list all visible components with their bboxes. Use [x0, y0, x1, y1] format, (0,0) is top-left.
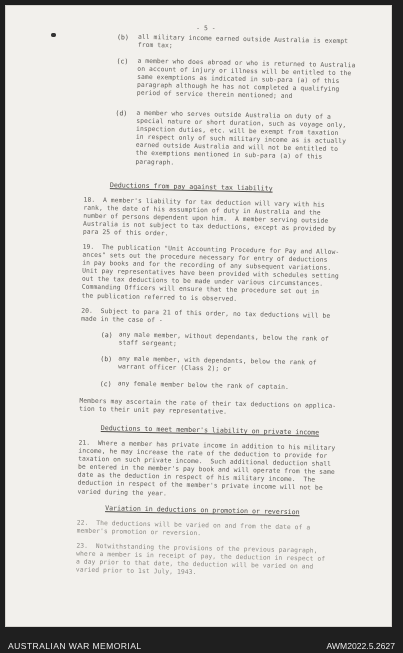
item-c-label: (c): [116, 57, 129, 66]
heading-variation: Variation in deductions on promotion or reversion: [105, 504, 300, 517]
item-d-text: a member who serves outside Australia on duty of a special nature or short duration, such as voyage only, inspection duties, etc. will be exempt from taxation in respect only of such military income as is actually earned outside Australia and will not be entitled to the exemptions mentioned in sub-para (a) of this paragraph.: [135, 109, 347, 167]
paragraph-20-tail: Members may ascertain the rate of their tax deductions on applica- tion to their unit pay representative.: [79, 397, 337, 416]
paragraph-20: 20. Subject to para 21 of this order, no tax deductions will be made in the case of -: [81, 307, 331, 325]
paragraph-23: 23. Notwithstanding the provisions of the previous paragraph, where a member is in receipt of pay, the deduction in respect of a day prior to that date, the deduction will be varied on and varied prior to 1st July, 1943.: [75, 542, 326, 577]
footer-reference: AWM2022.5.2627: [326, 641, 395, 651]
item-d-label: (d): [115, 109, 128, 118]
archive-footer: [0, 632, 403, 653]
footer-source: AUSTRALIAN WAR MEMORIAL: [8, 641, 142, 651]
document-page: [5, 5, 392, 627]
paragraph-22: 22. The deductions will be varied on and from the date of a member's promotion or reversion.: [76, 519, 311, 538]
page-number: - 5 -: [196, 24, 216, 33]
sub-item-a-text: any male member, without dependants, below the rank of staff sergeant;: [118, 331, 329, 348]
paragraph-21: 21. Where a member has private income in addition to his military income, he may increase the rate of the deduction to provide for taxation on such private income. Such additional deduction shall be entered in the member's pay book and will operate from the same date as the deduction in respect of his military income. The deduction in respect of the member's private income will not be varied during the year.: [77, 439, 336, 498]
page-content: [5, 5, 392, 627]
item-c-text: a member who does abroad or who is returned to Australia on account of injury or illness will be entitled to the same exemptions as indicated in sub-para (a) of this paragraph although he has not completed a qualifying period of service therein mentioned; and: [136, 57, 356, 101]
sub-item-b-text: any male member, with dependants, below the rank of warrant officer (Class 2); or: [118, 355, 317, 373]
item-b-text: all military income earned outside Australia is exempt from tax;: [137, 33, 349, 50]
sub-item-b-label: (b): [100, 355, 113, 364]
paragraph-18: 18. A member's liability for tax deduction will vary with his rank, the date of his assumption of duty in Australia and the number of persons dependent upon him. A member serving outside Australia is not subject to tax deductions, except as provided by para 25 of this order.: [82, 196, 337, 238]
paragraph-19: 19. The publication "Unit Accounting Procedure for Pay and Allow- ances" sets out the procedure necessary for entry of deductions in pay books and for the recording of any subsequent variations. Unit pay representatives have been provided with schedules setting out the tax deductions to be made under various circumstances. Commanding Officers will ensure that the procedure set out in the publication referred to is observed.: [81, 243, 340, 303]
item-b-label: (b): [116, 33, 130, 42]
heading-private-income: Deductions to meet member's liability on private income: [100, 424, 320, 437]
heading-deductions-from-pay: Deductions from pay against tax liability: [109, 181, 273, 193]
sub-item-c-label: (c): [99, 380, 112, 389]
sub-item-c-text: any female member below the rank of captain.: [117, 380, 290, 391]
sub-item-a-label: (a): [100, 331, 113, 340]
